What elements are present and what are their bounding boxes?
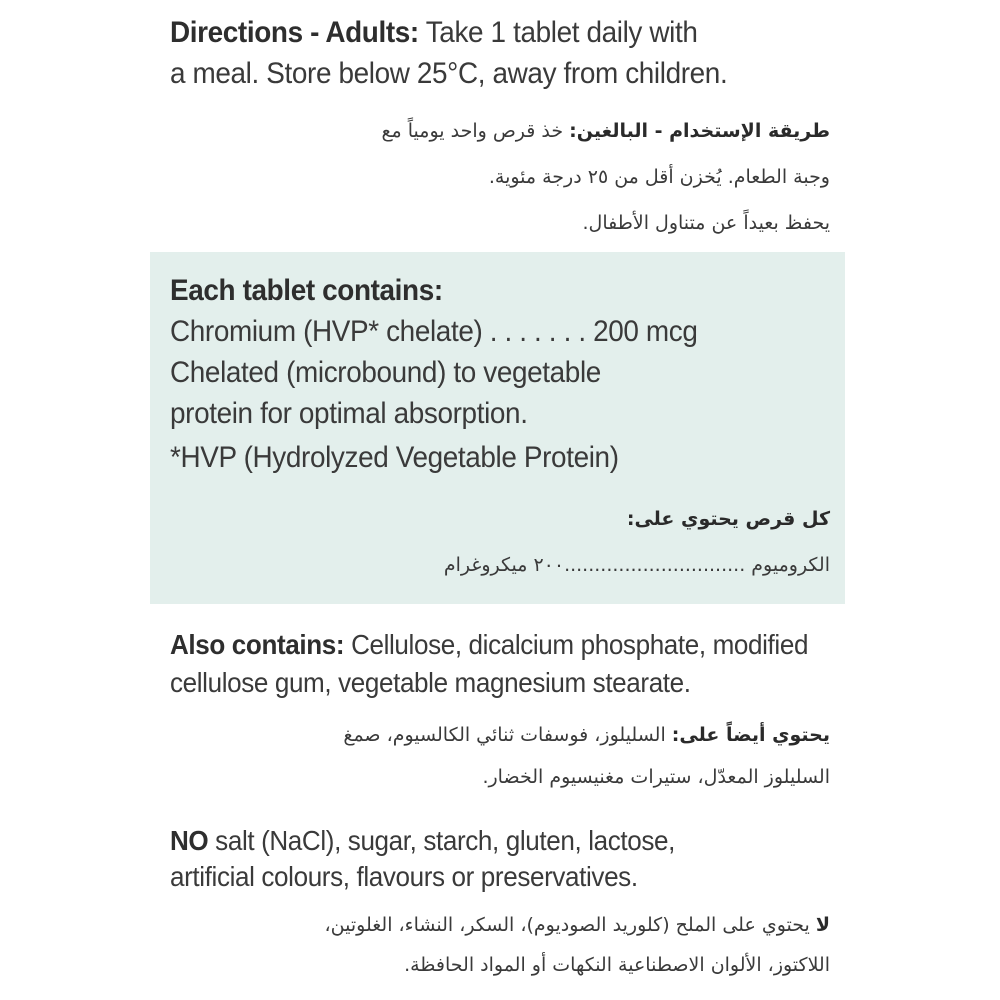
- directions-heading: Directions - Adults:: [170, 16, 419, 49]
- chromium-line: Chromium (HVP* chelate) . . . . . . . 200 mcg: [170, 315, 698, 348]
- also-heading: Also contains:: [170, 629, 345, 660]
- also-line-2: cellulose gum, vegetable magnesium stearate.: [170, 667, 691, 698]
- also-text: Cellulose, dicalcium phosphate, modified: [344, 629, 809, 660]
- free-from-text: salt (NaCl), sugar, starch, gluten, lactose,: [208, 825, 675, 856]
- directions-line-2: a meal. Store below 25°C, away from children.: [170, 57, 728, 90]
- free-from-line-1: [170, 822, 802, 860]
- contents-line-2: Chelated (microbound) to vegetable: [170, 356, 601, 389]
- directions-ar-text: خذ قرص واحد يومياً مع: [381, 120, 570, 142]
- free-from-line-2: artificial colours, flavours or preservatives.: [170, 861, 638, 892]
- directions-text: Take 1 tablet daily with: [418, 16, 698, 49]
- also-ar-text: السليلوز، فوسفات ثنائي الكالسيوم، صمغ: [343, 724, 672, 746]
- free-from-ar-heading: لا: [815, 914, 830, 936]
- free-from-ar-text: يحتوي على الملح (كلوريد الصوديوم)، السكر، النشاء، الغلوتين،: [324, 914, 816, 936]
- also-line-1: [170, 626, 809, 664]
- contents-ar-ingredient: الكروميوم ..............................٢٠٠ ميكروغرام: [443, 554, 830, 576]
- contents-heading: [170, 272, 802, 310]
- free-from-ar-line-2: اللاكتوز، الألوان الاصطناعية النكهات أو المواد الحافظة.: [404, 954, 830, 976]
- also-ar-heading: يحتوي أيضاً على:: [671, 724, 830, 746]
- free-from-heading: NO: [170, 825, 209, 856]
- also-ar-line-1: [150, 716, 830, 754]
- free-from-ar-line-1: [150, 906, 830, 944]
- directions-ar-line-1: [150, 112, 830, 150]
- directions-ar-line-2: وجبة الطعام. يُخزن أقل من ٢٥ درجة مئوية.: [488, 166, 830, 188]
- contents-ar-heading: [150, 500, 830, 538]
- contents-ar-heading-text: كل قرص يحتوي على:: [626, 508, 830, 530]
- directions-line-1: [170, 14, 802, 52]
- contents-heading-text: Each tablet contains:: [170, 274, 443, 307]
- directions-ar-line-3: يحفظ بعيداً عن متناول الأطفال.: [582, 212, 830, 234]
- also-ar-line-2: السليلوز المعدّل، ستيرات مغنيسيوم الخضار.: [482, 766, 830, 788]
- hvp-footnote: *HVP (Hydrolyzed Vegetable Protein): [170, 441, 619, 474]
- directions-ar-heading: طريقة الإستخدام - البالغين:: [569, 120, 830, 142]
- contents-line-3: protein for optimal absorption.: [170, 397, 528, 430]
